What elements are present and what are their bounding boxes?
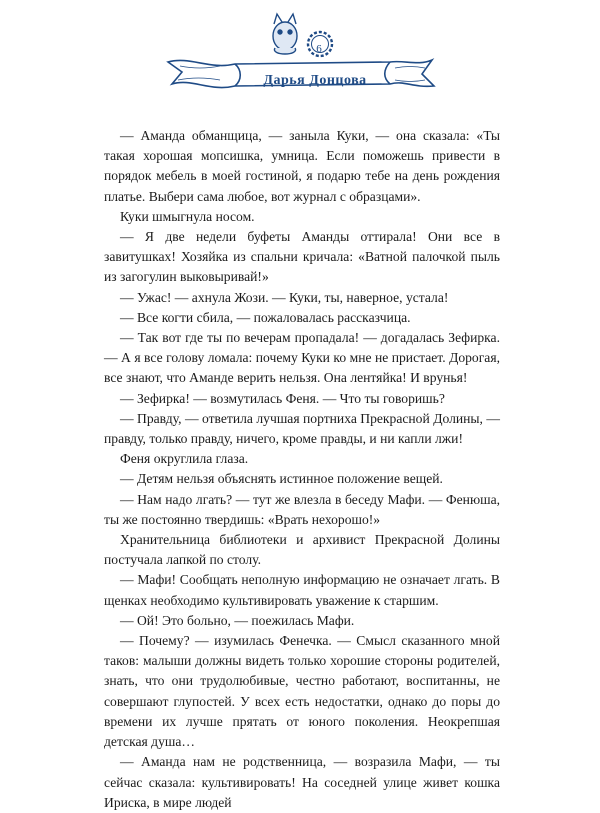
paragraph: — Нам надо лгать? — тут же влезла в беседу Мафи. — Фенюша, ты же постоянно твердишь: «Врать нехорошо!»: [104, 491, 500, 527]
paragraph: — Правду, — ответила лучшая портниха Прекрасной Долины, — правду, только правду, ничего, кроме правды, и ни капли лжи!: [104, 410, 500, 447]
paragraph: — Аманда обманщица, — заныла Куки, — она сказала: «Ты такая хорошая мопсишка, умница. Если поможешь привести в порядок мебель в моей гостиной, я подарю тебе на день рождения платье. Выбери сама любое, вот журнал с образцами».: [104, 128, 500, 204]
book-text: [104, 126, 500, 813]
paragraph: — Ой! Это больно, — поежилась Мафи.: [120, 612, 355, 628]
page-header: [150, 0, 450, 115]
paragraph: Хранительница библиотеки и архивист Прекрасной Долины постучала лапкой по столу.: [104, 532, 500, 568]
paragraph: — Я две недели буфеты Аманды оттирала! Они все в завитушках! Хозяйка из спальни кричала: «Ватной палочкой пыль из загогулин выковыривай!»: [104, 229, 500, 285]
paragraph: — Так вот где ты по вечерам пропадала! — догадалась Зефирка. — А я все голову ломала: почему Куки ко мне не пристает. Дорогая, все знают, что Аманде верить нельзя. Она лентяйка! И врунья!: [104, 330, 500, 386]
paragraph: — Все когти сбила, — пожаловалась рассказчица.: [120, 309, 411, 325]
author-name: Дарья Донцова: [263, 73, 367, 88]
paragraph: — Почему? — изумилась Фенечка. — Смысл сказанного мной таков: малыши должны видеть только хорошие стороны родителей, знать, что они трудолюбивые, честно работают, воспитанны, не совершают глупостей. У всех есть недостатки, однако до поры до времени их лучше прятать от юного поколения. Неокрепшая детская душа…: [104, 633, 500, 750]
paragraph: — Зефирка! — возмутилась Феня. — Что ты говоришь?: [120, 390, 445, 406]
header-ornament: [150, 0, 450, 115]
paragraph: — Ужас! — ахнула Жози. — Куки, ты, наверное, устала!: [120, 289, 449, 305]
paragraph: — Мафи! Сообщать неполную информацию не означает лгать. В щенках необходимо культивировать уважение к старшим.: [104, 572, 500, 608]
paragraph: Феня округлила глаза.: [120, 451, 249, 467]
page-number: 6: [316, 43, 322, 55]
paragraph: — Аманда нам не родственница, — возразила Мафи, — ты сейчас сказала: культивировать! На соседней улице живет кошка Ириска, в мире людей: [104, 754, 500, 810]
paragraph: — Детям нельзя объяснять истинное положение вещей.: [120, 471, 443, 487]
paragraph: Куки шмыгнула носом.: [120, 208, 255, 224]
